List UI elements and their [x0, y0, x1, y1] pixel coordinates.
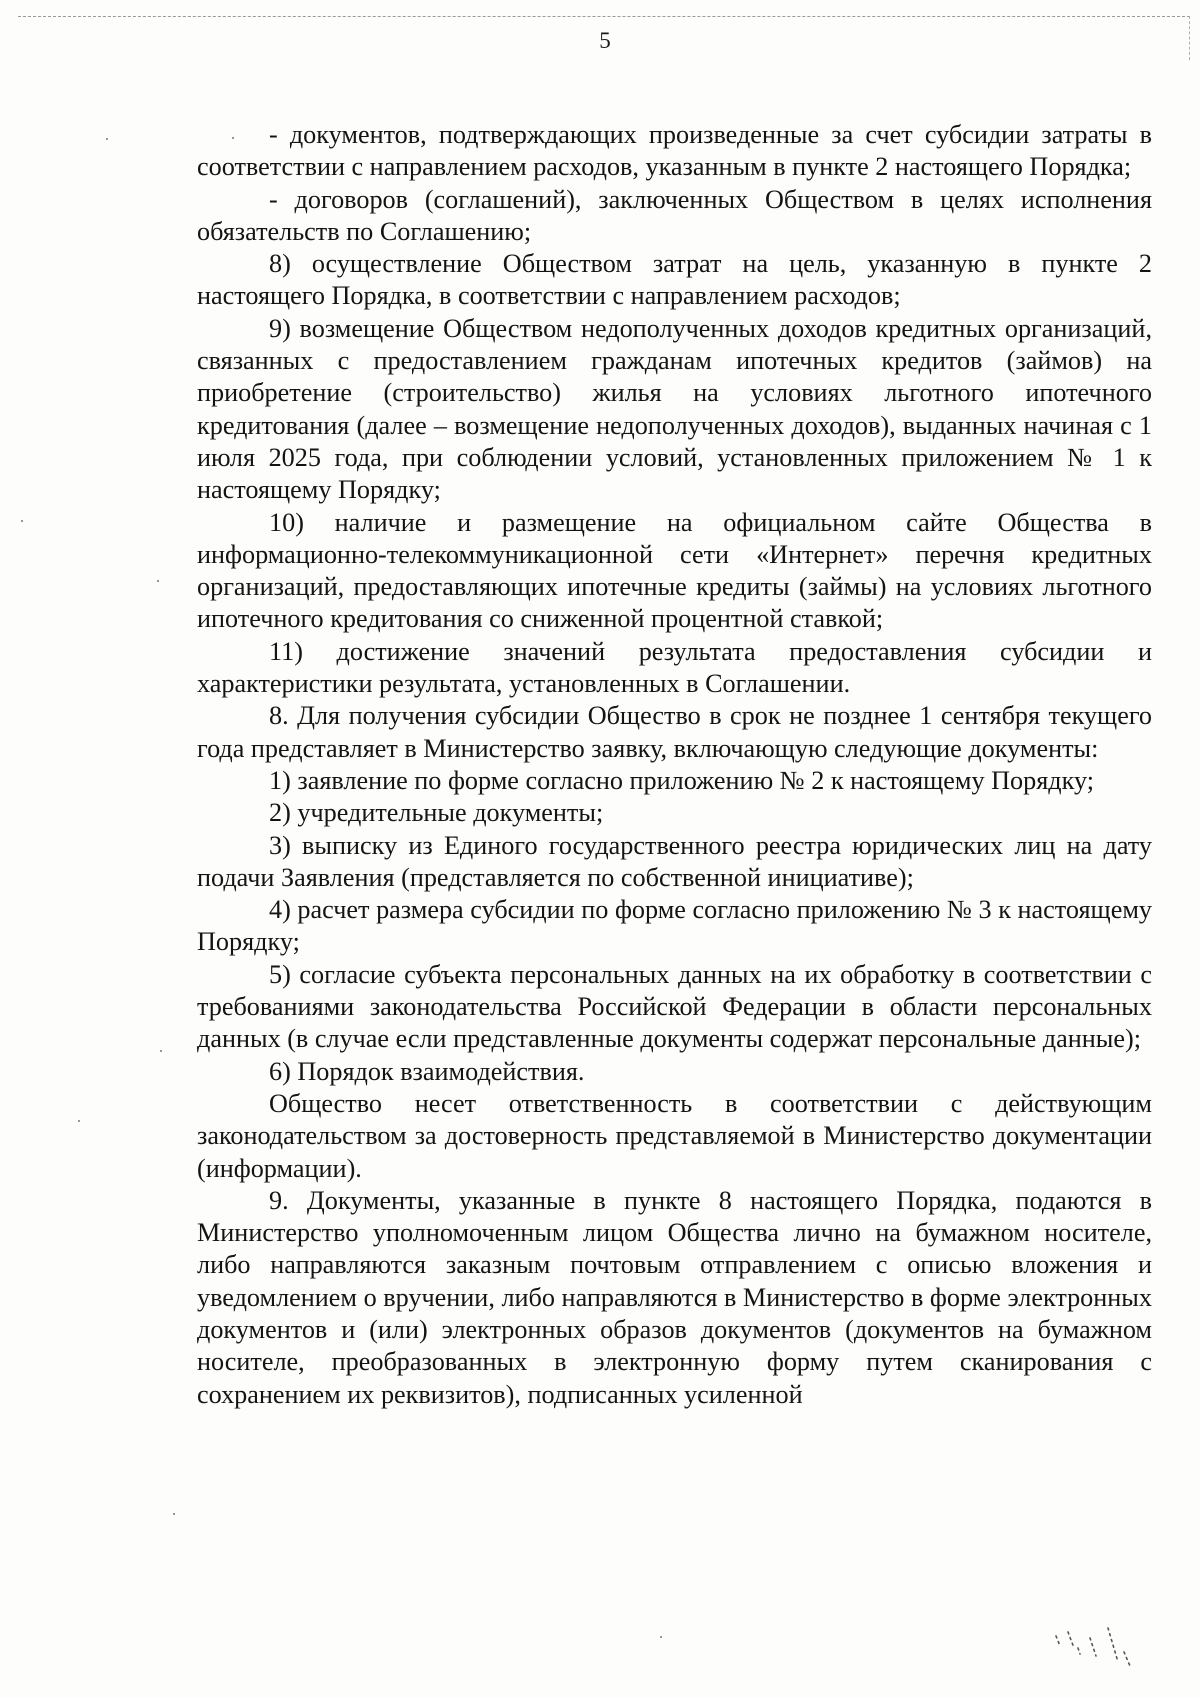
- paragraph-13: 6) Порядок взаимодействия.: [269, 1056, 585, 1086]
- paragraph-3: 8) осуществление Обществом затрат на цель, указанную в пункте 2 настоящего Порядка, в соответствии с направлением расходов;: [197, 249, 1152, 311]
- paragraph-11: 4) расчет размера субсидии по форме согласно приложению № 3 к настоящему Порядку;: [197, 895, 1152, 957]
- paragraph-14: Общество несет ответственность в соответствии с действующим законодательством за достоверность представляемой в Министерство документации (информации).: [197, 1088, 1152, 1183]
- paragraph-9: 2) учредительные документы;: [269, 798, 604, 828]
- paragraph-1: - документов, подтверждающих произведенные за счет субсидии затраты в соответствии с направлением расходов, указанным в пункте 2 настоящего Порядка;: [197, 120, 1152, 182]
- scan-speck: [106, 138, 108, 140]
- paragraph-6: 11) достижение значений результата предоставления субсидии и характеристики результата, установленных в Соглашении.: [197, 636, 1152, 699]
- scan-speck: [157, 580, 159, 582]
- page-number: 5: [599, 28, 611, 53]
- paragraph-15: 9. Документы, указанные в пункте 8 настоящего Порядка, подаются в Министерство уполномоченным лицом Общества лично на бумажном носителе, либо направляются заказным почтовым отправлением с описью вложения и уведомлением о вручении, либо направляются в Министерство в форме электронных документов и (или) электронных образов документов (документов на бумажном носителе, преобразованных в электронную форму путем сканирования с сохранением их реквизитов), подписанных усиленной: [197, 1185, 1152, 1409]
- scan-speck: [21, 520, 23, 522]
- document-body: [197, 119, 1152, 1411]
- paragraph-4: 9) возмещение Обществом недополученных доходов кредитных организаций, связанных с предоставлением гражданам ипотечных кредитов (займов) на приобретение (строительство) жилья на условиях льготного ипотечного кредитования (далее – возмещение недополученных доходов), выданных начиная с 1 июля 2025 года, при соблюдении условий, установленных приложением № 1 к настоящему Порядку;: [197, 313, 1152, 505]
- paragraph-10: 3) выписку из Единого государственного реестра юридических лиц на дату подачи Заявления (представляется по собственной инициативе);: [197, 830, 1152, 892]
- paragraph-7: 8. Для получения субсидии Общество в срок не позднее 1 сентября текущего года представляет в Министерство заявку, включающую следующие документы:: [197, 701, 1152, 763]
- paragraph-8: 1) заявление по форме согласно приложению № 2 к настоящему Порядку;: [269, 765, 1094, 795]
- scan-speck: [160, 1050, 162, 1052]
- paragraph-5: 10) наличие и размещение на официальном сайте Общества в информационно-телекоммуникационной сети «Интернет» перечня кредитных организаций, предоставляющих ипотечные кредиты (займы) на условиях льготного ипотечного кредитования со сниженной процентной ставкой;: [197, 507, 1152, 634]
- paragraph-2: - договоров (соглашений), заключенных Обществом в целях исполнения обязательств по Соглашению;: [197, 184, 1152, 246]
- scan-speck: [173, 1513, 175, 1515]
- scan-speck: [232, 137, 234, 139]
- scan-border-top: [18, 16, 1190, 17]
- scan-speck: [660, 1636, 662, 1638]
- scan-speck: [78, 1120, 80, 1122]
- paragraph-12: 5) согласие субъекта персональных данных на их обработку в соответствии с требованиями законодательства Российской Федерации в области персональных данных (в случае если представленные документы содержат персональные данные);: [197, 959, 1152, 1054]
- signature-mark: [1020, 1618, 1160, 1678]
